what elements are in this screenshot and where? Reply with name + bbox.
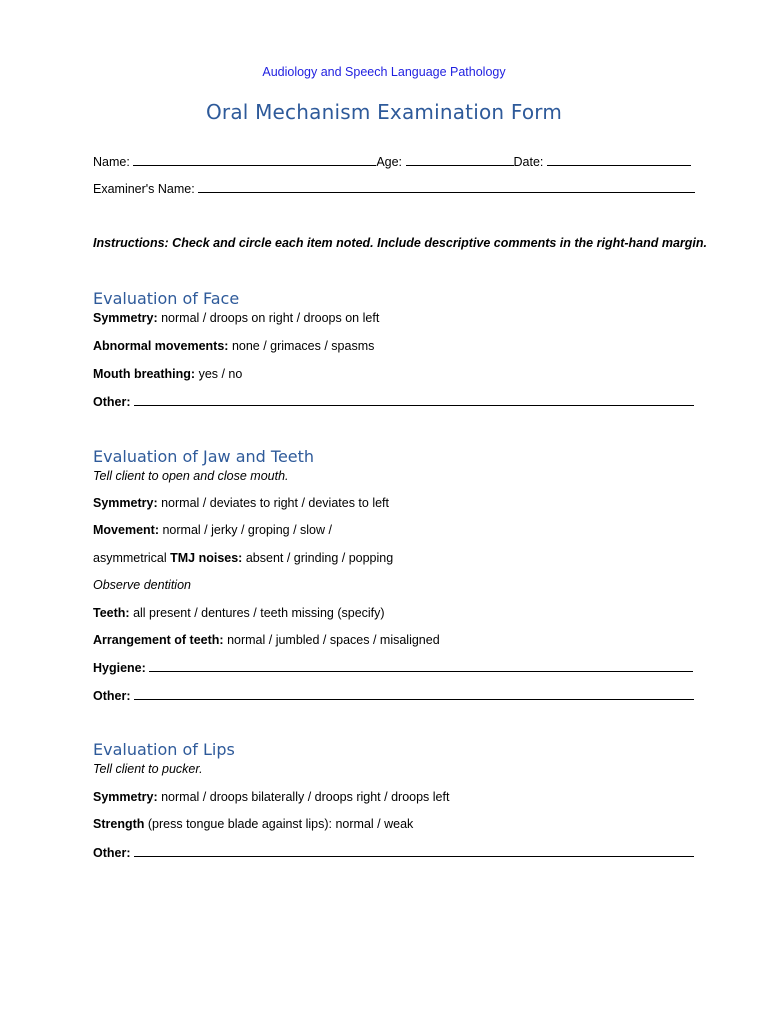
examiner-row <box>93 180 695 197</box>
jaw-tmj-options: absent / grinding / popping <box>245 551 394 565</box>
face-other-row <box>93 393 694 410</box>
date-field[interactable] <box>547 153 691 166</box>
face-breathing-options: yes / no <box>198 367 243 381</box>
jaw-teeth-row <box>93 605 385 621</box>
jaw-other-row <box>93 687 694 704</box>
face-movements-row <box>93 338 374 354</box>
age-field[interactable] <box>406 153 514 166</box>
lips-other-field[interactable] <box>134 844 694 857</box>
jaw-movement-options: normal / jerky / groping / slow / <box>162 523 332 537</box>
lips-other-label: Other: <box>93 846 131 860</box>
jaw-tmj-row <box>93 550 393 566</box>
jaw-section-heading: Evaluation of Jaw and Teeth <box>93 447 315 466</box>
jaw-observe-note: Observe dentition <box>93 578 191 592</box>
face-movements-options: none / grimaces / spasms <box>231 339 375 353</box>
jaw-symmetry-label: Symmetry: <box>93 496 158 510</box>
jaw-teeth-options: all present / dentures / teeth missing (specify) <box>133 606 385 620</box>
face-breathing-row <box>93 366 242 382</box>
jaw-arrangement-options: normal / jumbled / spaces / misaligned <box>227 633 440 647</box>
lips-symmetry-row <box>93 789 449 805</box>
face-section-heading: Evaluation of Face <box>93 289 240 308</box>
jaw-other-field[interactable] <box>134 687 694 700</box>
jaw-hygiene-field[interactable] <box>149 659 693 672</box>
lips-strength-label: Strength <box>93 817 145 831</box>
jaw-hygiene-label: Hygiene: <box>93 661 146 675</box>
jaw-teeth-label: Teeth: <box>93 606 130 620</box>
jaw-other-label: Other: <box>93 689 131 703</box>
jaw-movement-row <box>93 522 332 538</box>
jaw-tmj-label: TMJ noises: <box>170 551 243 565</box>
instructions: Instructions: Check and circle each item noted. Include descriptive comments in the right-hand margin. <box>93 236 708 250</box>
face-other-field[interactable] <box>134 393 694 406</box>
lips-strength-row <box>93 816 413 832</box>
lips-section-heading: Evaluation of Lips <box>93 740 235 759</box>
jaw-symmetry-row <box>93 495 389 511</box>
lips-strength-options: (press tongue blade against lips): normal / weak <box>147 817 414 831</box>
face-breathing-label: Mouth breathing: <box>93 367 196 381</box>
jaw-arrangement-label: Arrangement of teeth: <box>93 633 224 647</box>
jaw-note: Tell client to open and close mouth. <box>93 469 289 483</box>
jaw-movement-continued: asymmetrical <box>93 551 167 565</box>
face-movements-label: Abnormal movements: <box>93 339 229 353</box>
examiner-label: Examiner's Name: <box>93 182 195 196</box>
jaw-hygiene-row <box>93 659 693 676</box>
patient-info-row <box>93 153 691 170</box>
jaw-arrangement-row <box>93 632 440 648</box>
department-heading: Audiology and Speech Language Pathology <box>262 65 506 79</box>
jaw-symmetry-options: normal / deviates to right / deviates to left <box>161 496 390 510</box>
form-title: Oral Mechanism Examination Form <box>205 100 563 124</box>
face-symmetry-label: Symmetry: <box>93 311 158 325</box>
name-field[interactable] <box>133 153 376 166</box>
face-symmetry-row <box>93 310 379 326</box>
name-label: Name: <box>93 155 130 169</box>
lips-other-row <box>93 844 694 861</box>
date-label: Date: <box>513 155 544 169</box>
lips-note: Tell client to pucker. <box>93 762 203 776</box>
face-other-label: Other: <box>93 395 131 409</box>
lips-symmetry-label: Symmetry: <box>93 790 158 804</box>
examiner-field[interactable] <box>198 180 695 193</box>
face-symmetry-options: normal / droops on right / droops on left <box>161 311 380 325</box>
jaw-movement-label: Movement: <box>93 523 159 537</box>
age-label: Age: <box>376 155 403 169</box>
lips-symmetry-options: normal / droops bilaterally / droops right / droops left <box>161 790 450 804</box>
